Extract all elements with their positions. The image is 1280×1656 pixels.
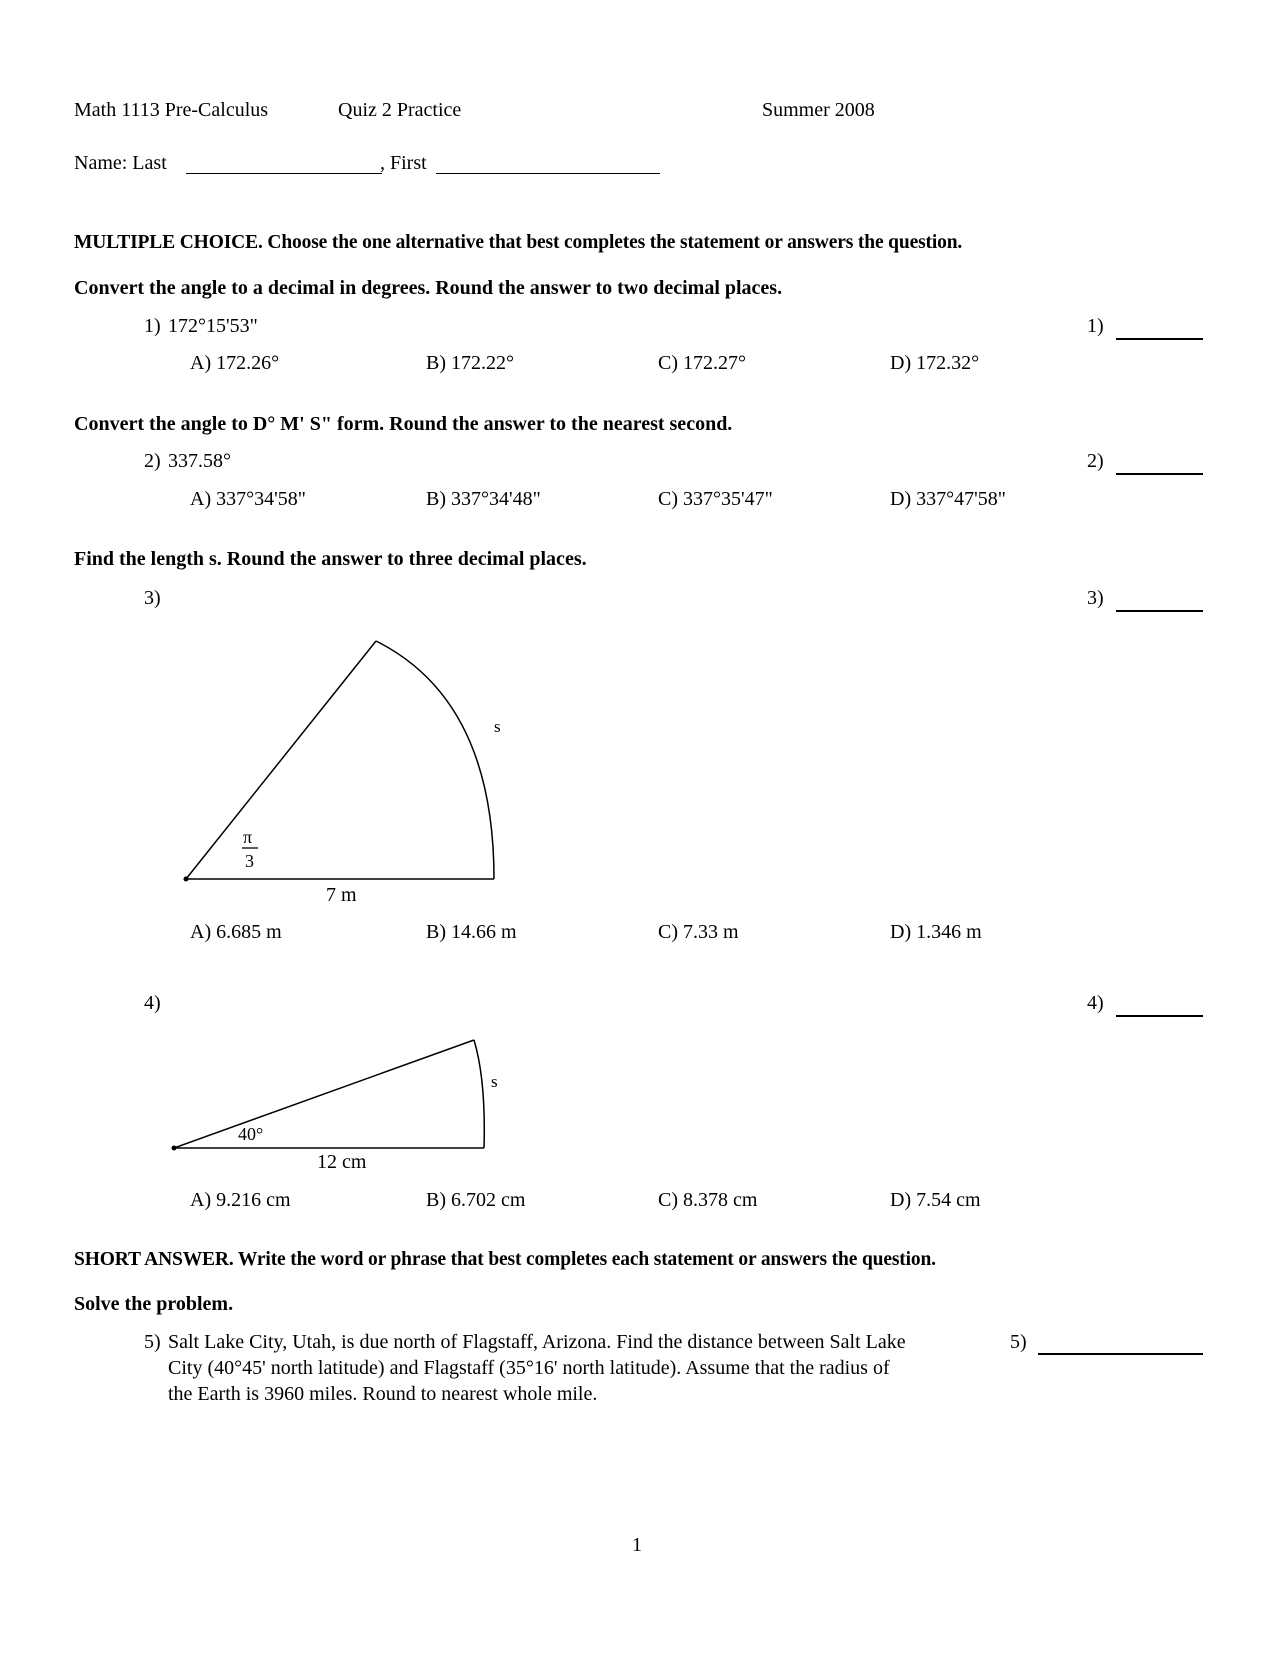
question-1-number: 1)	[144, 315, 161, 337]
question-5-line-2: City (40°45' north latitude) and Flagstaff (35°16' north latitude). Assume that the radius of	[168, 1357, 890, 1379]
question-1-prompt: 172°15'53"	[168, 315, 258, 337]
sector-4-radius-slant	[174, 1040, 474, 1148]
term-label: Summer 2008	[762, 99, 875, 121]
name-last-label: Name: Last	[74, 152, 167, 174]
question-2-prompt: 337.58°	[168, 450, 231, 472]
q1-choice-d[interactable]: D) 172.32°	[890, 352, 980, 374]
sector-4-radius-label: 12 cm	[317, 1151, 367, 1173]
sector-4-shape	[174, 1040, 484, 1148]
sector-3-arc	[376, 641, 494, 879]
q3-choice-b[interactable]: B) 14.66 m	[426, 921, 517, 943]
q2-choice-a[interactable]: A) 337°34'58"	[190, 488, 306, 510]
sector-3-radius-label: 7 m	[326, 884, 357, 906]
answer-5-label: 5)	[1010, 1331, 1027, 1353]
instruction-decimal: Convert the angle to a decimal in degrees. Round the answer to two decimal places.	[74, 277, 783, 299]
question-4-number: 4)	[144, 992, 161, 1014]
question-5-number: 5)	[144, 1331, 161, 1353]
sector-3-arc-label: s	[494, 717, 501, 736]
course-title: Math 1113 Pre-Calculus	[74, 99, 269, 121]
q4-choice-b[interactable]: B) 6.702 cm	[426, 1189, 526, 1211]
question-5-line-1: Salt Lake City, Utah, is due north of Flagstaff, Arizona. Find the distance between Salt Lake	[168, 1331, 906, 1353]
sector-4-angle-label: 40°	[238, 1124, 264, 1144]
sector-4-arc	[474, 1040, 484, 1148]
answer-4-line[interactable]	[1116, 1015, 1203, 1017]
q2-choice-c[interactable]: C) 337°35'47"	[658, 488, 773, 510]
q3-choice-d[interactable]: D) 1.346 m	[890, 921, 982, 943]
answer-3-label: 3)	[1087, 587, 1104, 609]
answer-1-label: 1)	[1087, 315, 1104, 337]
name-first-label: , First	[380, 152, 427, 174]
q3-choice-c[interactable]: C) 7.33 m	[658, 921, 739, 943]
q1-choice-a[interactable]: A) 172.26°	[190, 352, 280, 374]
q1-choice-c[interactable]: C) 172.27°	[658, 352, 746, 374]
answer-4-label: 4)	[1087, 992, 1104, 1014]
q2-choice-d[interactable]: D) 337°47'58"	[890, 488, 1006, 510]
question-5-line-3: the Earth is 3960 miles. Round to nearest whole mile.	[168, 1383, 598, 1405]
answer-5-line[interactable]	[1038, 1353, 1203, 1355]
answer-2-label: 2)	[1087, 450, 1104, 472]
q3-choice-a[interactable]: A) 6.685 m	[190, 921, 282, 943]
quiz-title: Quiz 2 Practice	[338, 99, 462, 121]
sector-4-arc-label: s	[491, 1072, 498, 1091]
mc-section-heading: MULTIPLE CHOICE. Choose the one alternative that best completes the statement or answers the question.	[74, 232, 963, 253]
q4-choice-c[interactable]: C) 8.378 cm	[658, 1189, 758, 1211]
q4-choice-d[interactable]: D) 7.54 cm	[890, 1189, 981, 1211]
q1-choice-b[interactable]: B) 172.22°	[426, 352, 514, 374]
sa-section-heading: SHORT ANSWER. Write the word or phrase that best completes each statement or answers the question.	[74, 1249, 936, 1270]
sector-3-radius-slant	[186, 641, 376, 879]
q2-choice-b[interactable]: B) 337°34'48"	[426, 488, 541, 510]
sector-3-shape	[186, 641, 494, 879]
q4-choice-a[interactable]: A) 9.216 cm	[190, 1189, 291, 1211]
instruction-dms: Convert the angle to D° M' S" form. Round the answer to the nearest second.	[74, 413, 733, 435]
sector-3-angle-denominator: 3	[245, 851, 254, 871]
instruction-solve: Solve the problem.	[74, 1293, 234, 1315]
sector-4-vertex	[172, 1146, 177, 1151]
question-3-number: 3)	[144, 587, 161, 609]
question-2-number: 2)	[144, 450, 161, 472]
page-number: 1	[632, 1534, 642, 1556]
instruction-length: Find the length s. Round the answer to three decimal places.	[74, 548, 587, 570]
sector-3-angle-numerator: π	[243, 827, 253, 847]
sector-3-vertex	[184, 877, 189, 882]
